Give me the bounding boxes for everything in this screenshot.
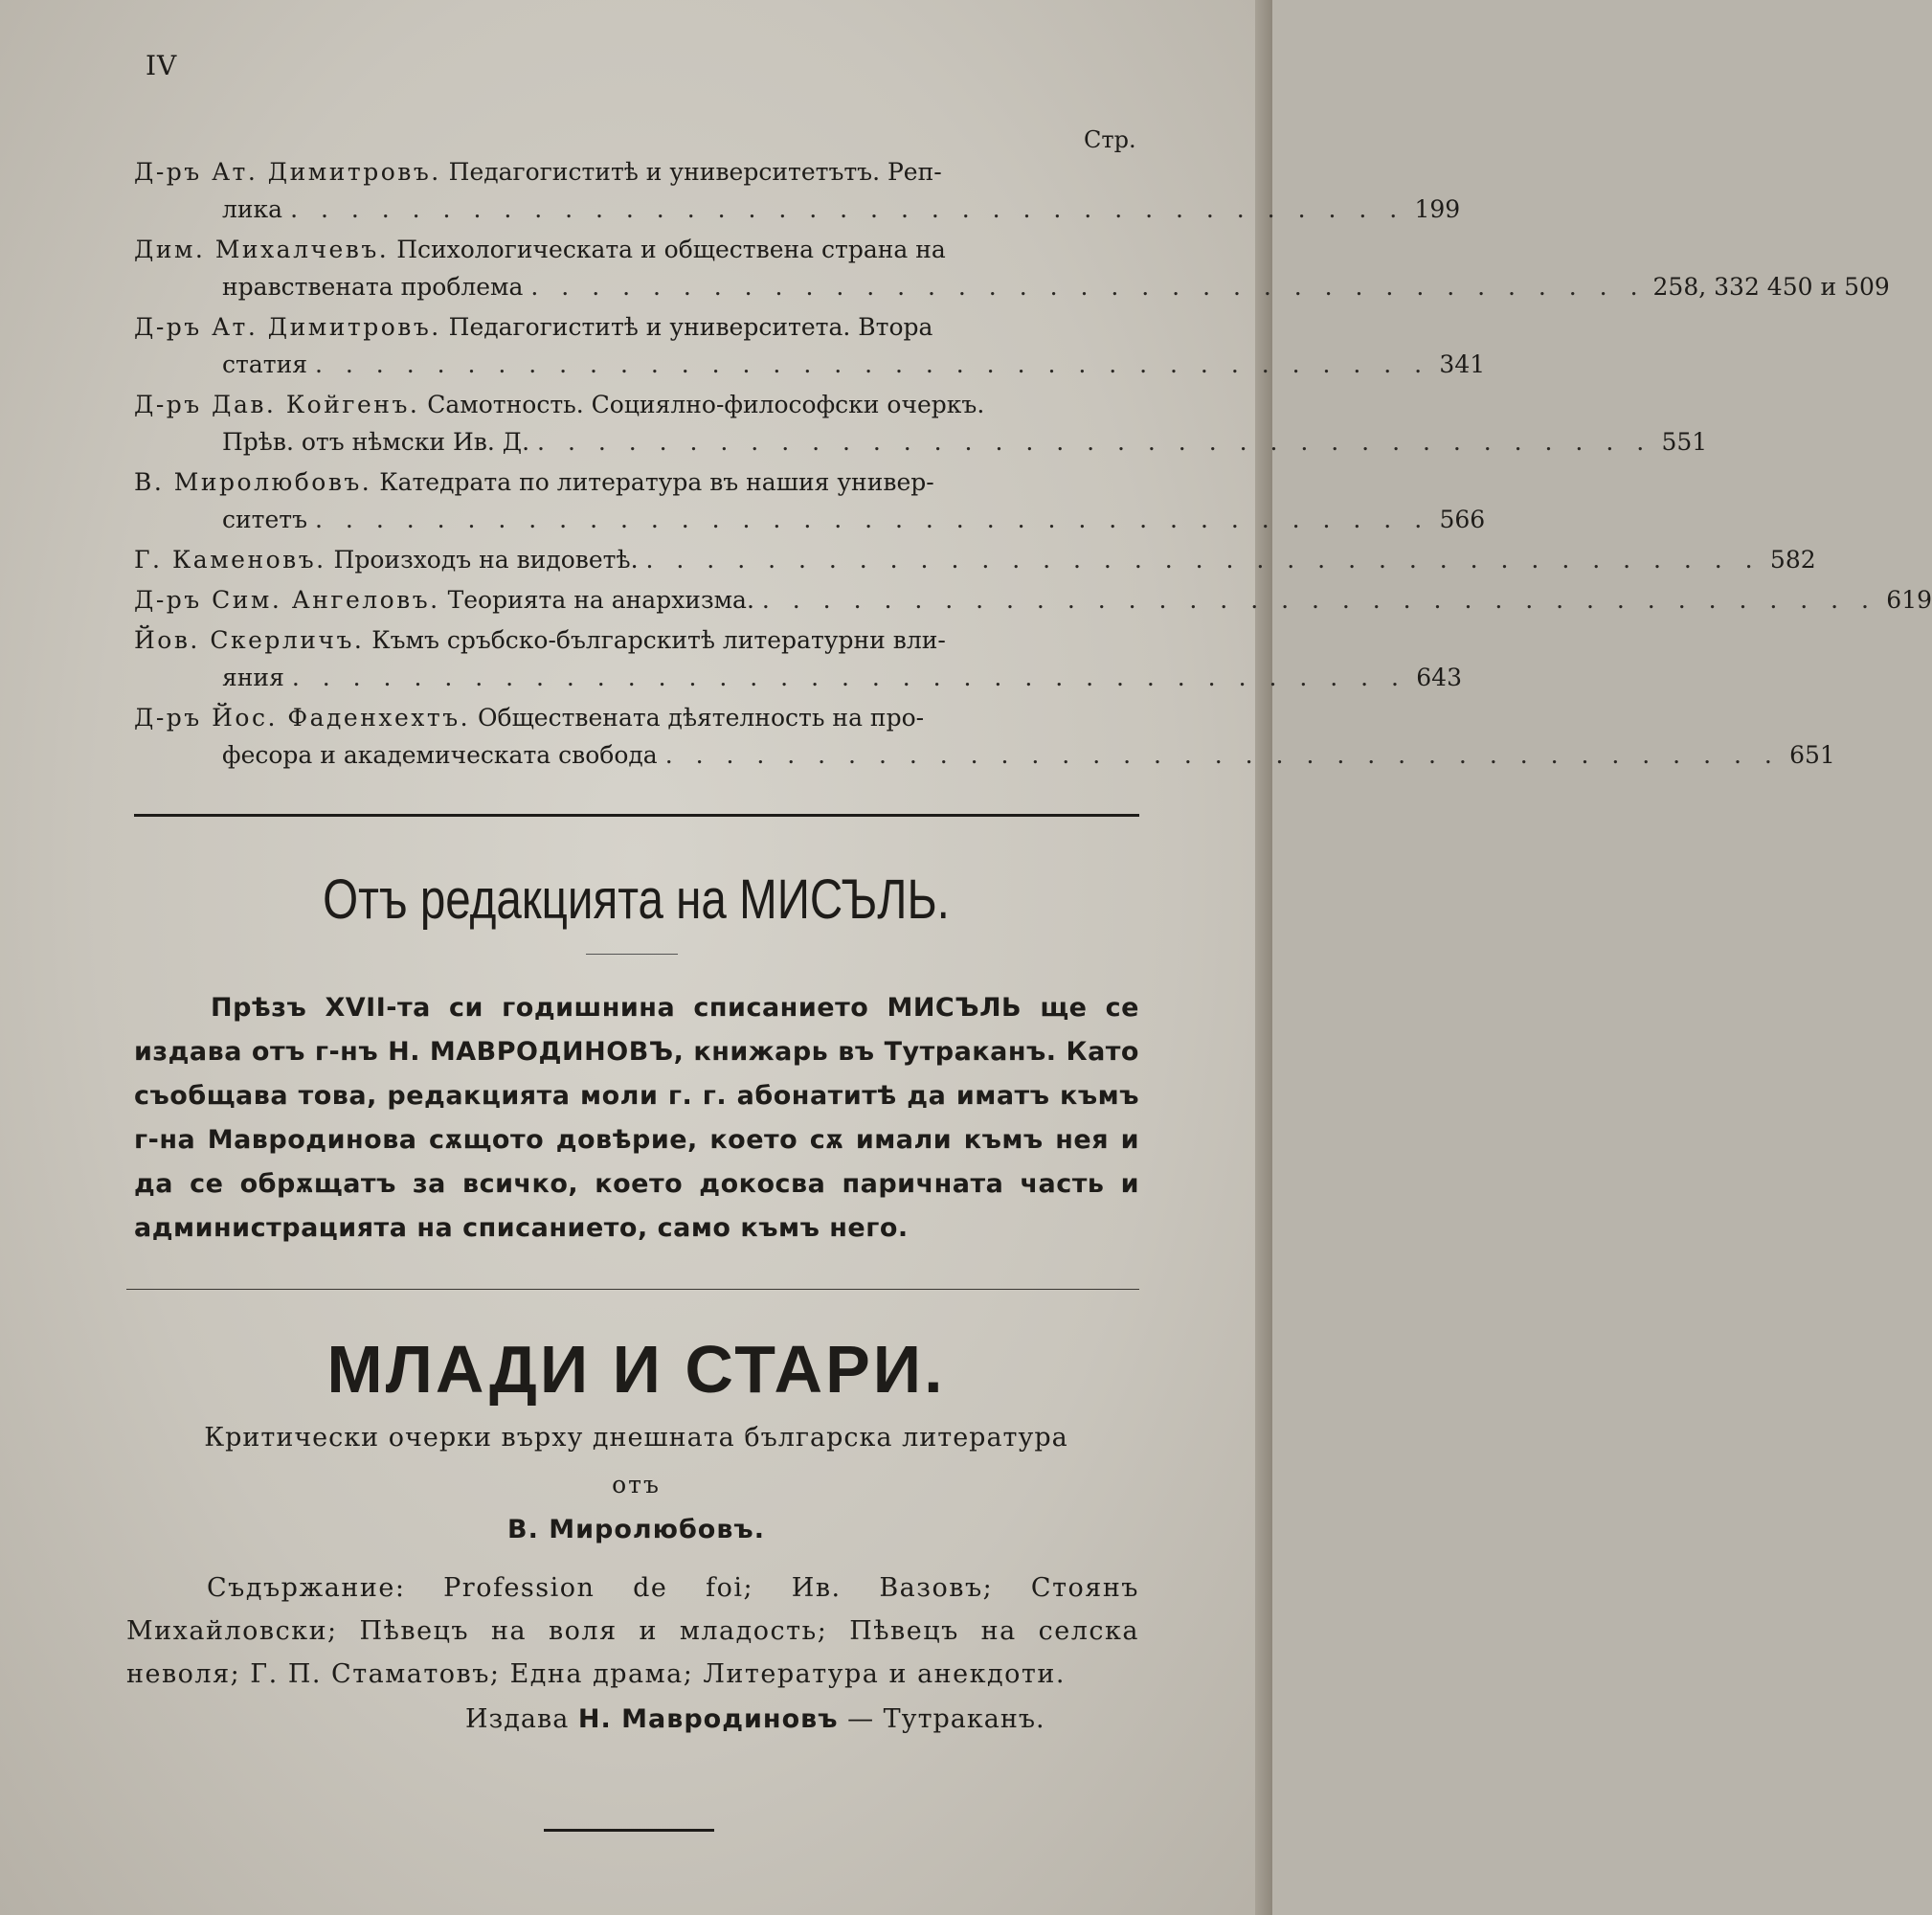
toc-title-continued: лика bbox=[222, 195, 283, 223]
leader-dots: . . . . . . . . . . . . . . . . . . . . . . . . . . . . . . . . . . . . . bbox=[664, 741, 1780, 769]
toc-entry bbox=[134, 153, 1461, 228]
toc-author: Г. Каменовъ. bbox=[134, 546, 326, 574]
publisher-prefix: Издава bbox=[465, 1704, 570, 1734]
toc-title-continued: статия bbox=[222, 350, 308, 378]
toc-page: 341 bbox=[1439, 350, 1486, 378]
leader-dots: . . . . . . . . . . . . . . . . . . . . . . . . . . . . . . . . . . . . . bbox=[291, 664, 1406, 691]
book-by: отъ bbox=[612, 1471, 661, 1498]
toc-title-continued: фесора и академическата свобода bbox=[222, 741, 658, 769]
book-author: В. Миролюбовъ. bbox=[507, 1515, 765, 1544]
leader-dots: . . . . . . . . . . . . . . . . . . . . . . . . . . . . . . . . . . . . . bbox=[315, 350, 1430, 378]
toc-entry bbox=[134, 463, 1486, 538]
toc-author: Д-ръ Дав. Койгенъ. bbox=[134, 391, 420, 418]
toc-page: 643 bbox=[1416, 664, 1462, 691]
heading-underline bbox=[586, 954, 678, 955]
toc-entry bbox=[134, 386, 1708, 461]
leader-dots: . . . . . . . . . . . . . . . . . . . . . . . . . . . . . . . . . . . . . bbox=[645, 546, 1761, 574]
leader-dots: . . . . . . . . . . . . . . . . . . . . . . . . . . . . . . . . . . . . . bbox=[290, 195, 1405, 223]
toc-author: Д-ръ Сим. Ангеловъ. bbox=[134, 586, 440, 614]
toc-title: Педагогиститѣ и университета. Втора bbox=[448, 313, 933, 341]
toc-title-continued: яния bbox=[222, 664, 284, 691]
leader-dots: . . . . . . . . . . . . . . . . . . . . . . . . . . . . . . . . . . . . . bbox=[761, 586, 1877, 614]
toc-title-continued: нравствената проблема bbox=[222, 273, 524, 301]
editorial-notice: Прѣзъ XVII-та си годишнина списанието МИСЪЛЬ ще се издава отъ г-нъ Н. МАВРОДИНОВЪ, книжарь въ Тутраканъ. Като съобщава това, редакцията моли г. г. абонатитѣ да иматъ къмъ г-на Мавродинова сѫщото довѣрие, което сѫ имали къмъ нея и да се обрѫщатъ за всичко, което докосва паричната часть и администрацията на списанието, само къмъ него. bbox=[134, 993, 1139, 1243]
toc-page: 651 bbox=[1789, 741, 1835, 769]
toc-author: Д-ръ Йос. Фаденхехтъ. bbox=[134, 704, 471, 732]
toc-entry bbox=[134, 621, 1462, 696]
toc-entry bbox=[134, 231, 1890, 305]
table-of-contents bbox=[134, 153, 1932, 777]
publisher-name: Н. Мавродиновъ bbox=[577, 1704, 839, 1734]
toc-page: 582 bbox=[1769, 546, 1816, 574]
editorial-heading: Отъ редакцията на МИСЪЛЬ. bbox=[323, 868, 950, 931]
toc-title: Педагогиститѣ и университетътъ. Реп- bbox=[448, 158, 942, 186]
publisher-city: — Тутраканъ. bbox=[847, 1704, 1045, 1734]
section-divider bbox=[134, 814, 1139, 817]
toc-page: 619 bbox=[1886, 586, 1932, 614]
toc-author: Йов. Скерличъ. bbox=[134, 626, 365, 654]
toc-title: Самотность. Социялно-философски очеркъ. bbox=[427, 391, 985, 418]
toc-author: Д-ръ Ат. Димитровъ. bbox=[134, 313, 441, 341]
leader-dots: . . . . . . . . . . . . . . . . . . . . . . . . . . . . . . . . . . . . . bbox=[315, 506, 1430, 533]
book-title: МЛАДИ И СТАРИ. bbox=[326, 1332, 946, 1407]
toc-title: Психологическата и обществена страна на bbox=[396, 236, 946, 263]
toc-title-continued: Прѣв. отъ нѣмски Ив. Д. bbox=[222, 428, 530, 456]
toc-page: 199 bbox=[1414, 195, 1461, 223]
toc-title: Обществената дѣятелность на про- bbox=[478, 704, 925, 732]
toc-page: 566 bbox=[1439, 506, 1486, 533]
toc-entry bbox=[134, 581, 1932, 619]
toc-author: В. Миролюбовъ. bbox=[134, 468, 372, 496]
book-subtitle: Критически очерки върху днешната българска литература bbox=[204, 1423, 1068, 1453]
toc-entry bbox=[134, 541, 1816, 578]
toc-author: Д-ръ Ат. Димитровъ. bbox=[134, 158, 441, 186]
toc-title: Катедрата по литература въ нашия универ- bbox=[379, 468, 934, 496]
toc-entry bbox=[134, 699, 1835, 774]
toc-entry bbox=[134, 308, 1486, 383]
toc-author: Дим. Михалчевъ. bbox=[134, 236, 390, 263]
end-ornament-rule bbox=[544, 1829, 714, 1832]
page-number: IV bbox=[146, 50, 178, 81]
book-contents: Съдържание: Profession de foi; Ив. Вазовъ; Стоянъ Михайловски; Пѣвецъ на воля и младость; Пѣвецъ на селска неволя; Г. П. Стаматовъ; Една драма; Литература и анекдоти. bbox=[126, 1573, 1139, 1689]
section-divider-thin bbox=[126, 1289, 1139, 1290]
leader-dots: . . . . . . . . . . . . . . . . . . . . . . . . . . . . . . . . . . . . . bbox=[530, 273, 1646, 301]
toc-page: 551 bbox=[1661, 428, 1708, 456]
toc-title: Къмъ сръбско-българскитѣ литературни вли- bbox=[371, 626, 946, 654]
book-publisher bbox=[465, 1704, 1045, 1734]
page-column-header: Стр. bbox=[1084, 126, 1136, 153]
toc-page: 258, 332 450 и 509 bbox=[1652, 273, 1890, 301]
toc-title-continued: ситетъ bbox=[222, 506, 308, 533]
leader-dots: . . . . . . . . . . . . . . . . . . . . . . . . . . . . . . . . . . . . . bbox=[537, 428, 1652, 456]
toc-title: Теорията на анархизма. bbox=[447, 586, 754, 614]
toc-title: Произходъ на видоветѣ. bbox=[333, 546, 639, 574]
